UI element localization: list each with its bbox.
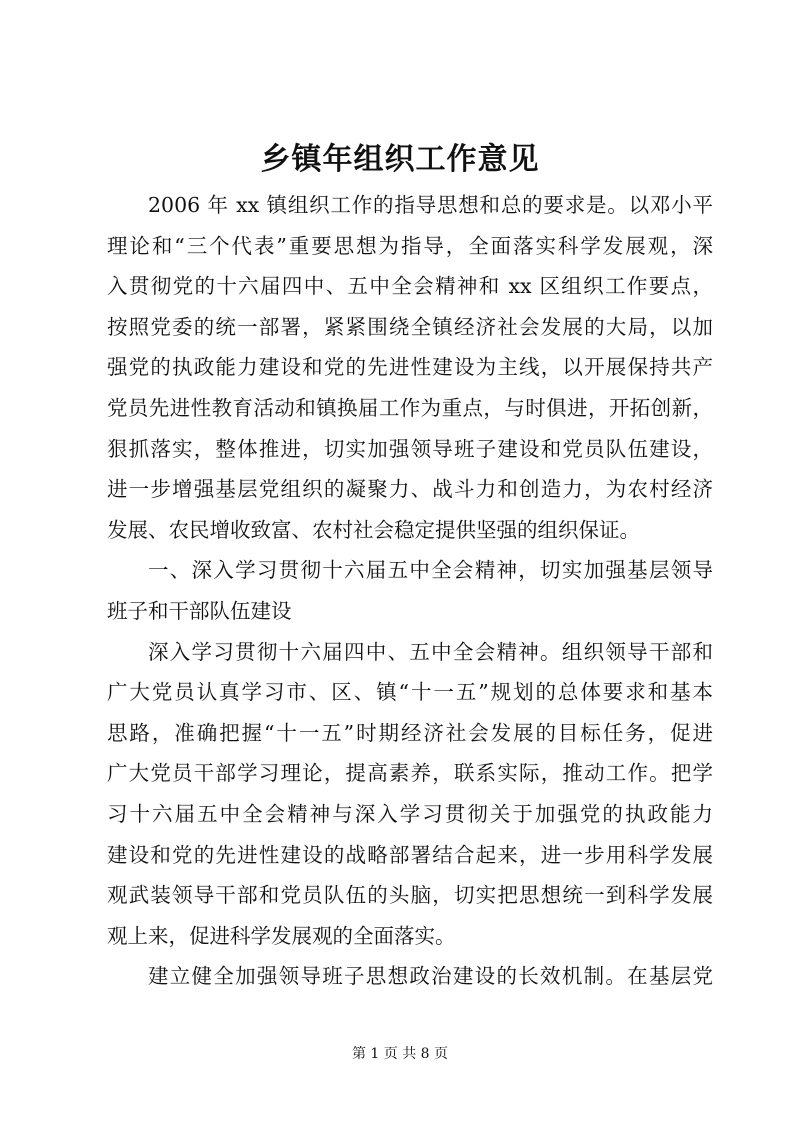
document-body: [107, 185, 713, 997]
text-line: 入贯彻党的十六届四中、五中全会精神和 xx 区组织工作要点，: [107, 274, 713, 299]
text-line: 建设和党的先进性建设的战略部署结合起来，进一步用科学发展: [107, 842, 713, 867]
text-line: 狠抓落实，整体推进，切实加强领导班子建设和党员队伍建设，: [107, 436, 713, 461]
text-line: 进一步增强基层党组织的凝聚力、战斗力和创造力，为农村经济: [107, 477, 713, 502]
text-line: 建立健全加强领导班子思想政治建设的长效机制。在基层党: [148, 964, 713, 989]
text-line: 发展、农民增收致富、农村社会稳定提供坚强的组织保证。: [107, 517, 640, 542]
text-line: 思路，准确把握“十一五”时期经济社会发展的目标任务，促进: [107, 720, 713, 745]
text-line: 理论和“三个代表”重要思想为指导，全面落实科学发展观，深: [107, 233, 713, 258]
text-line: 观上来，促进科学发展观的全面落实。: [107, 923, 456, 948]
text-line: 深入学习贯彻十六届四中、五中全会精神。组织领导干部和: [148, 639, 713, 664]
text-line: 广大党员干部学习理论，提高素养，联系实际，推动工作。把学: [107, 761, 713, 786]
text-line: 党员先进性教育活动和镇换届工作为重点，与时俱进，开拓创新，: [107, 395, 713, 420]
text-line: 班子和干部队伍建设: [107, 598, 292, 623]
text-line: 广大党员认真学习市、区、镇“十一五”规划的总体要求和基本: [107, 680, 713, 705]
document-title: 乡镇年组织工作意见: [260, 142, 540, 177]
text-line: 2006 年 xx 镇组织工作的指导思想和总的要求是。以邓小平: [148, 193, 713, 217]
text-line: 一、深入学习贯彻十六届五中全会精神，切实加强基层领导: [148, 558, 713, 583]
text-line: 观武装领导干部和党员队伍的头脑，切实把思想统一到科学发展: [107, 883, 713, 908]
text-line: 习十六届五中全会精神与深入学习贯彻关于加强党的执政能力: [107, 801, 713, 826]
text-line: 强党的执政能力建设和党的先进性建设为主线，以开展保持共产: [107, 355, 713, 380]
text-line: 按照党委的统一部署，紧紧围绕全镇经济社会发展的大局，以加: [107, 314, 713, 339]
page-footer: 第 1 页 共 8 页: [351, 1046, 449, 1062]
